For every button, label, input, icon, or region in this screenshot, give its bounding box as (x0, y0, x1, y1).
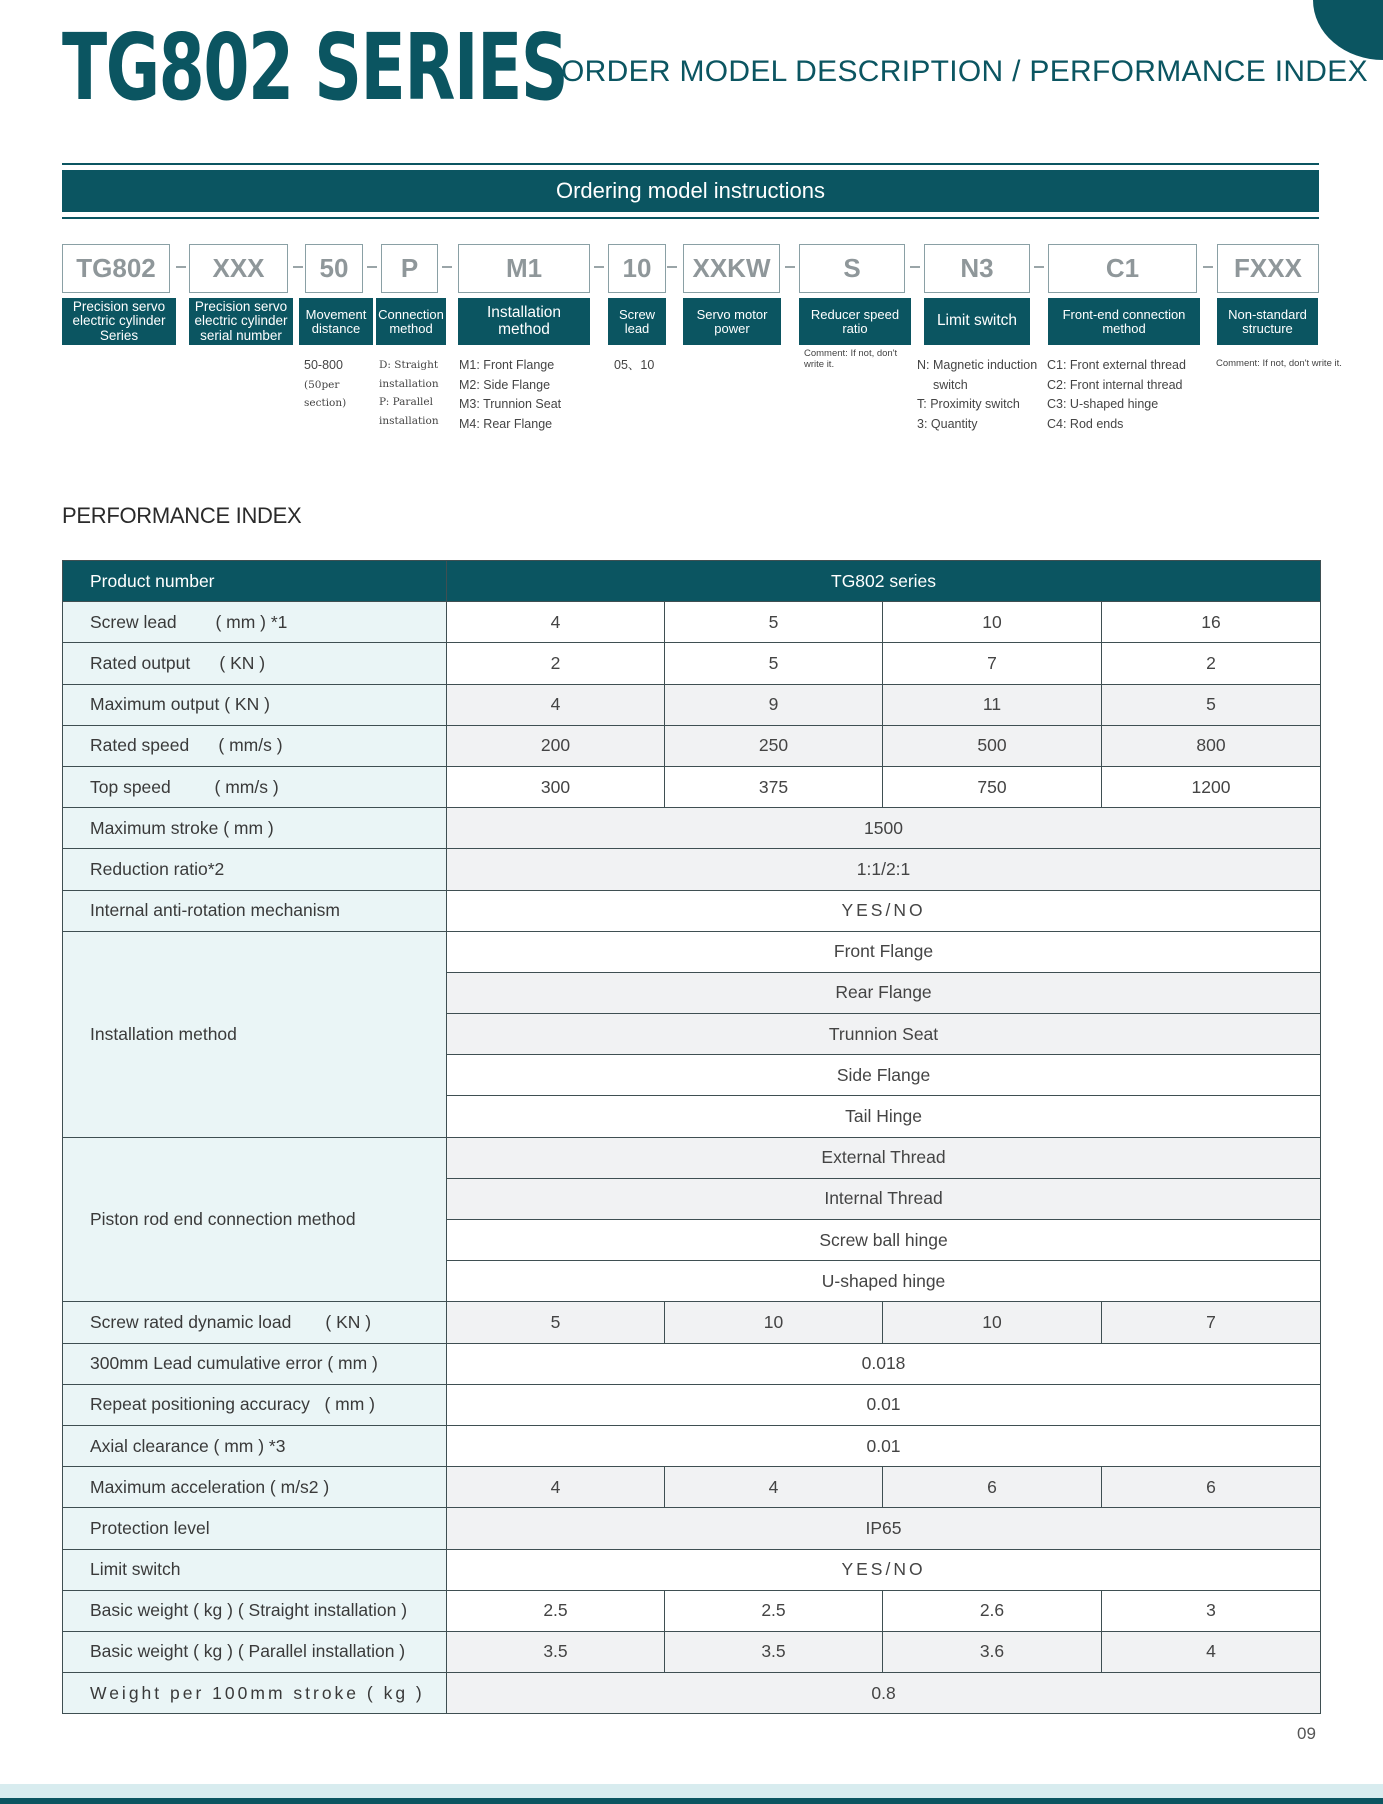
note-screw-lead: 05、10 (614, 358, 655, 372)
code-separator-dash (176, 266, 186, 268)
table-row (63, 1343, 1321, 1384)
row-label: Weight per 100mm stroke ( kg ) (63, 1673, 447, 1714)
row-value: 5 (665, 602, 883, 643)
row-value: 0.018 (447, 1343, 1321, 1384)
row-value: 3 (1102, 1590, 1321, 1631)
footer-band-light (0, 1784, 1383, 1798)
page-number: 09 (1297, 1724, 1316, 1743)
table-row (63, 725, 1321, 766)
table-row (63, 684, 1321, 725)
model-code-box: S (799, 244, 905, 293)
model-code-label: Movement distance (299, 298, 373, 345)
model-code-box: P (381, 244, 438, 293)
model-code-box: 50 (305, 244, 363, 293)
row-value: 5 (1102, 684, 1321, 725)
row-label: Protection level (63, 1508, 447, 1549)
code-separator-dash (367, 266, 377, 268)
row-value: 10 (665, 1302, 883, 1343)
note-limit-switch: N: Magnetic induction switch T: Proximity switch 3: Quantity (917, 358, 1038, 431)
row-value: IP65 (447, 1508, 1321, 1549)
model-code-box: XXX (189, 244, 288, 293)
row-value: 0.01 (447, 1425, 1321, 1466)
model-code-label: Servo motor power (683, 298, 781, 345)
corner-decoration (1313, 0, 1383, 60)
row-option-value: Rear Flange (447, 972, 1321, 1013)
band-rule-bottom (62, 217, 1319, 219)
row-value: 2.5 (447, 1590, 665, 1631)
row-value: 250 (665, 725, 883, 766)
table-row (63, 808, 1321, 849)
model-code-box: 10 (608, 244, 666, 293)
row-label: Maximum output ( KN ) (63, 684, 447, 725)
row-value: 4 (447, 602, 665, 643)
row-value: 7 (1102, 1302, 1321, 1343)
row-value: 3.5 (665, 1631, 883, 1672)
table-row (63, 766, 1321, 807)
table-row (63, 1631, 1321, 1672)
model-code-label: Reducer speed ratio (799, 298, 911, 345)
code-separator-dash (594, 266, 604, 268)
row-value: 0.01 (447, 1384, 1321, 1425)
row-value: 7 (883, 643, 1102, 684)
table-row (63, 643, 1321, 684)
row-value: YES/NO (447, 890, 1321, 931)
page-subtitle: ORDER MODEL DESCRIPTION / PERFORMANCE INDEX (561, 55, 1368, 88)
row-value: 5 (447, 1302, 665, 1343)
row-label: Repeat positioning accuracy ( mm ) (63, 1384, 447, 1425)
product-series-value: TG802 series (447, 561, 1321, 602)
row-option-value: Front Flange (447, 931, 1321, 972)
model-code-label: Installation method (458, 298, 590, 345)
row-label: Piston rod end connection method (63, 1137, 447, 1302)
model-code-label: Limit switch (924, 298, 1030, 345)
row-value: 4 (447, 1467, 665, 1508)
table-row (63, 1425, 1321, 1466)
row-label: Rated speed ( mm/s ) (63, 725, 447, 766)
row-value: 16 (1102, 602, 1321, 643)
note-movement-distance: 50-800 (50per section) (304, 358, 347, 409)
model-code-box: XXKW (683, 244, 780, 293)
code-separator-dash (293, 266, 303, 268)
row-value: 1500 (447, 808, 1321, 849)
model-code-box: TG802 (62, 244, 170, 293)
row-value: 10 (883, 602, 1102, 643)
row-value: 4 (447, 684, 665, 725)
row-value: 2.5 (665, 1590, 883, 1631)
table-row (63, 1673, 1321, 1714)
note-connection-method: D: Straight installation P: Parallel installation (379, 359, 439, 427)
model-code-label: Connection method (376, 298, 446, 345)
note-reducer-comment: Comment: If not, don't write it. (804, 348, 898, 370)
row-value: 200 (447, 725, 665, 766)
row-label: Axial clearance ( mm ) *3 (63, 1425, 447, 1466)
table-row (63, 602, 1321, 643)
row-value: 500 (883, 725, 1102, 766)
row-option-value: Trunnion Seat (447, 1014, 1321, 1055)
row-option-value: U-shaped hinge (447, 1261, 1321, 1302)
note-nonstandard-comment: Comment: If not, don't write it. (1216, 358, 1342, 369)
row-value: 375 (665, 766, 883, 807)
table-header-row (63, 561, 1321, 602)
row-value: 6 (883, 1467, 1102, 1508)
row-value: 9 (665, 684, 883, 725)
table-row (63, 1302, 1321, 1343)
table-row (63, 1467, 1321, 1508)
row-label: Internal anti-rotation mechanism (63, 890, 447, 931)
row-value: 3.5 (447, 1631, 665, 1672)
row-label: Screw rated dynamic load ( KN ) (63, 1302, 447, 1343)
row-value: 4 (665, 1467, 883, 1508)
table-row (63, 1384, 1321, 1425)
code-separator-dash (442, 266, 452, 268)
model-code-label: Non-standard structure (1217, 298, 1318, 345)
note-front-end-connection: C1: Front external thread C2: Front internal thread C3: U-shaped hinge C4: Rod ends (1047, 358, 1186, 431)
product-number-label: Product number (63, 561, 447, 602)
model-code-label: Screw lead (608, 298, 666, 345)
model-code-box: M1 (458, 244, 590, 293)
row-value: 800 (1102, 725, 1321, 766)
row-value: 750 (883, 766, 1102, 807)
footer-band-dark (0, 1798, 1383, 1804)
table-row (63, 1549, 1321, 1590)
model-code-label: Precision servo electric cylinder serial number (189, 298, 293, 345)
table-row (63, 1508, 1321, 1549)
performance-table (62, 560, 1321, 1714)
row-value: 1200 (1102, 766, 1321, 807)
model-code-box: N3 (924, 244, 1030, 293)
row-value: YES/NO (447, 1549, 1321, 1590)
table-row (63, 849, 1321, 890)
row-option-value: External Thread (447, 1137, 1321, 1178)
row-label: Limit switch (63, 1549, 447, 1590)
code-separator-dash (667, 266, 677, 268)
row-option-value: Internal Thread (447, 1178, 1321, 1219)
row-label: Maximum stroke ( mm ) (63, 808, 447, 849)
row-label: Basic weight ( kg ) ( Straight installation ) (63, 1590, 447, 1631)
series-title: TG802 SERIES (62, 14, 568, 121)
row-value: 2.6 (883, 1590, 1102, 1631)
row-value: 6 (1102, 1467, 1321, 1508)
band-rule-top (62, 163, 1319, 165)
row-option-value: Side Flange (447, 1055, 1321, 1096)
row-value: 4 (1102, 1631, 1321, 1672)
row-label: Maximum acceleration ( m/s2 ) (63, 1467, 447, 1508)
row-label: 300mm Lead cumulative error ( mm ) (63, 1343, 447, 1384)
code-separator-dash (1034, 266, 1044, 268)
model-code-box: FXXX (1217, 244, 1319, 293)
row-value: 10 (883, 1302, 1102, 1343)
row-label: Installation method (63, 931, 447, 1137)
model-code-box: C1 (1048, 244, 1197, 293)
row-value: 3.6 (883, 1631, 1102, 1672)
row-label: Top speed ( mm/s ) (63, 766, 447, 807)
model-code-label: Precision servo electric cylinder Series (62, 298, 176, 345)
row-label: Reduction ratio*2 (63, 849, 447, 890)
row-value: 2 (447, 643, 665, 684)
code-separator-dash (910, 266, 920, 268)
row-value: 1:1/2:1 (447, 849, 1321, 890)
row-value: 2 (1102, 643, 1321, 684)
row-value: 0.8 (447, 1673, 1321, 1714)
row-option-value: Tail Hinge (447, 1096, 1321, 1137)
row-option-value: Screw ball hinge (447, 1220, 1321, 1261)
row-value: 11 (883, 684, 1102, 725)
row-label: Basic weight ( kg ) ( Parallel installation ) (63, 1631, 447, 1672)
note-installation-method: M1: Front Flange M2: Side Flange M3: Trunnion Seat M4: Rear Flange (459, 358, 562, 431)
model-code-label: Front-end connection method (1048, 298, 1200, 345)
table-row (63, 931, 1321, 972)
row-label: Rated output ( KN ) (63, 643, 447, 684)
row-value: 5 (665, 643, 883, 684)
table-row (63, 1590, 1321, 1631)
code-separator-dash (1203, 266, 1213, 268)
code-separator-dash (785, 266, 795, 268)
table-row (63, 890, 1321, 931)
row-value: 300 (447, 766, 665, 807)
row-label: Screw lead ( mm ) *1 (63, 602, 447, 643)
ordering-band-title: Ordering model instructions (62, 170, 1319, 212)
performance-index-title: PERFORMANCE INDEX (62, 503, 302, 528)
table-row (63, 1137, 1321, 1178)
